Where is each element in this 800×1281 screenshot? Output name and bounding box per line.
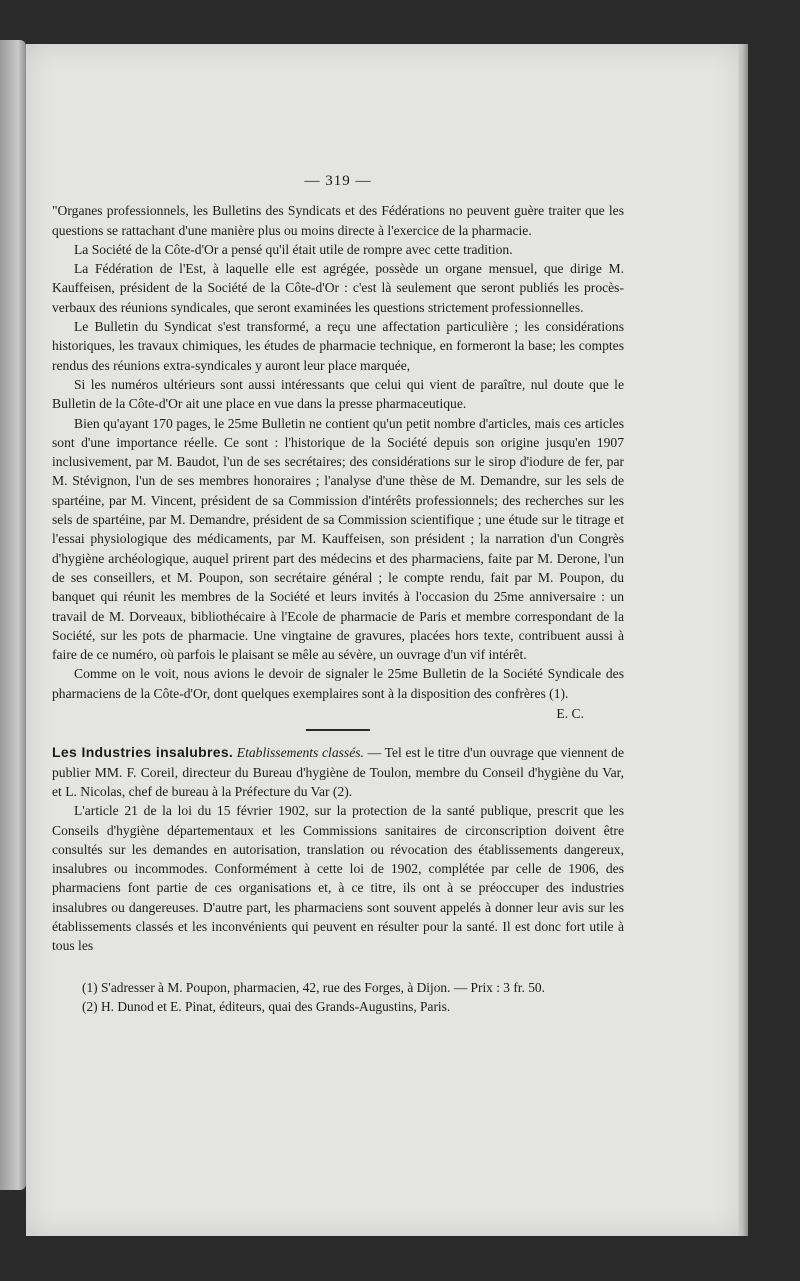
signature: E. C. <box>556 706 584 722</box>
section-lead <box>52 743 624 801</box>
footnote: (1) S'adresser à M. Poupon, pharmacien, 42, rue des Forges, à Dijon. — Prix : 3 fr. 50. <box>82 979 545 995</box>
footnotes <box>52 978 624 1016</box>
page-content <box>52 172 624 1016</box>
paragraph: La Société de la Côte-d'Or a pensé qu'il était utile de rompre avec cette tradition. <box>74 241 513 257</box>
page-number: — 319 — <box>304 173 372 189</box>
paragraph: Bien qu'ayant 170 pages, le 25me Bulletin ne contient qu'un petit nombre d'articles, mais ces articles sont d'une importance réelle. Ce sont : l'historique de la Société depuis son origine jusqu'en 1907 inclusivement, par M. Baudot, l'un de ses secrétaires; des considérations sur le sirop d'iodure de fer, par M. Stévignon, l'un de ses membres honoraires ; l'analyse d'une thèse de M. Demandre, sur les sels de spartéine, par M. Vincent, président de sa Commission d'intérêts professionnels; des recherches sur les sels de spartéine, par M. Demandre, président de sa Commission scientifique ; une étude sur le titrage et l'essai physiologique des médicaments, par M. Kauffeisen, son président ; la narration d'un Congrès d'hygiène archéologique, auquel prirent part des médecins et des pharmaciens, faite par M. Derone, l'un de ses conseillers, et M. Poupon, son secrétaire général ; le compte rendu, fait par M. Poupon, du banquet qui réunit les membres de la Société et leurs invités à l'occasion du 25me anniversaire : un travail de M. Dorveaux, bibliothécaire à l'Ecole de pharmacie de Paris et membre correspondant de la Société, sur les pots de pharmacie. Une vingtaine de gravures, placées hors texte, contribuent aussi à faire de ce numéro, où parfois le plaisant se mêle au sévère, un ouvrage d'un vif intérêt. <box>52 415 624 663</box>
paragraph: Le Bulletin du Syndicat s'est transformé, a reçu une affectation particulière ; les considérations historiques, les travaux chimiques, les études de pharmacie technique, en formeront la base; les comptes rendus des réunions extra-syndicales y auront leur place marquée, <box>52 319 624 373</box>
page-edge <box>738 44 748 1236</box>
section-heading: Les Industries insalubres. <box>52 744 234 761</box>
paragraph: Si les numéros ultérieurs sont aussi intéressants que celui qui vient de paraître, nul doute que le Bulletin de la Côte-d'Or ait une place en vue dans la presse pharmaceutique. <box>52 376 624 412</box>
paragraph: Comme on le voit, nous avions le devoir de signaler le 25me Bulletin de la Société Syndicale des pharmaciens de la Côte-d'Or, dont quelques exemplaires sont à la disposition des confrères (1). <box>52 666 624 701</box>
paragraph: "Organes professionnels, les Bulletins des Syndicats et des Fédérations no peuvent guère traiter que les questions se rattachant d'une manière plus ou moins directe à l'exercice de la pharmacie. <box>52 203 624 238</box>
section-divider <box>306 729 370 731</box>
section-lead-text: — Tel est le titre d'un ouvrage que viennent de publier MM. F. Coreil, directeur du Bureau d'hygiène de Toulon, membre du Conseil d'hygiène du Var, et L. Nicolas, chef de bureau à la Préfecture du Var (2). <box>52 745 624 799</box>
facing-page-edge <box>0 40 26 1190</box>
footnote: (2) H. Dunod et E. Pinat, éditeurs, quai des Grands-Augustins, Paris. <box>82 998 451 1014</box>
section-subtitle: Etablissements classés. <box>236 745 364 761</box>
paragraph: L'article 21 de la loi du 15 février 1902, sur la protection de la santé publique, prescrit que les Conseils d'hygiène départementaux et les Commissions sanitaires de circonscription doivent être consultés sur les demandes en autorisation, translation ou révocation des établissements dangereux, insalubres ou incommodes. Conformément à cette loi de 1902, complétée par celle de 1906, des pharmaciens font partie de ces organisations et, à ce titre, ils ont à se préoccuper des industries insalubres ou dangereuses. D'autre part, les pharmaciens sont souvent appelés à donner leur avis sur les établissements classés et les inconvénients qui peuvent en résulter pour la santé. Il est donc fort utile à tous les <box>52 803 624 954</box>
paragraph: La Fédération de l'Est, à laquelle elle est agrégée, possède un organe mensuel, que dirige M. Kauffeisen, président de la Société de la Côte-d'Or : c'est là seulement que seront publiés les procès-verbaux des réunions syndicales, que seront examinées les questions strictement professionnelles. <box>52 261 624 315</box>
